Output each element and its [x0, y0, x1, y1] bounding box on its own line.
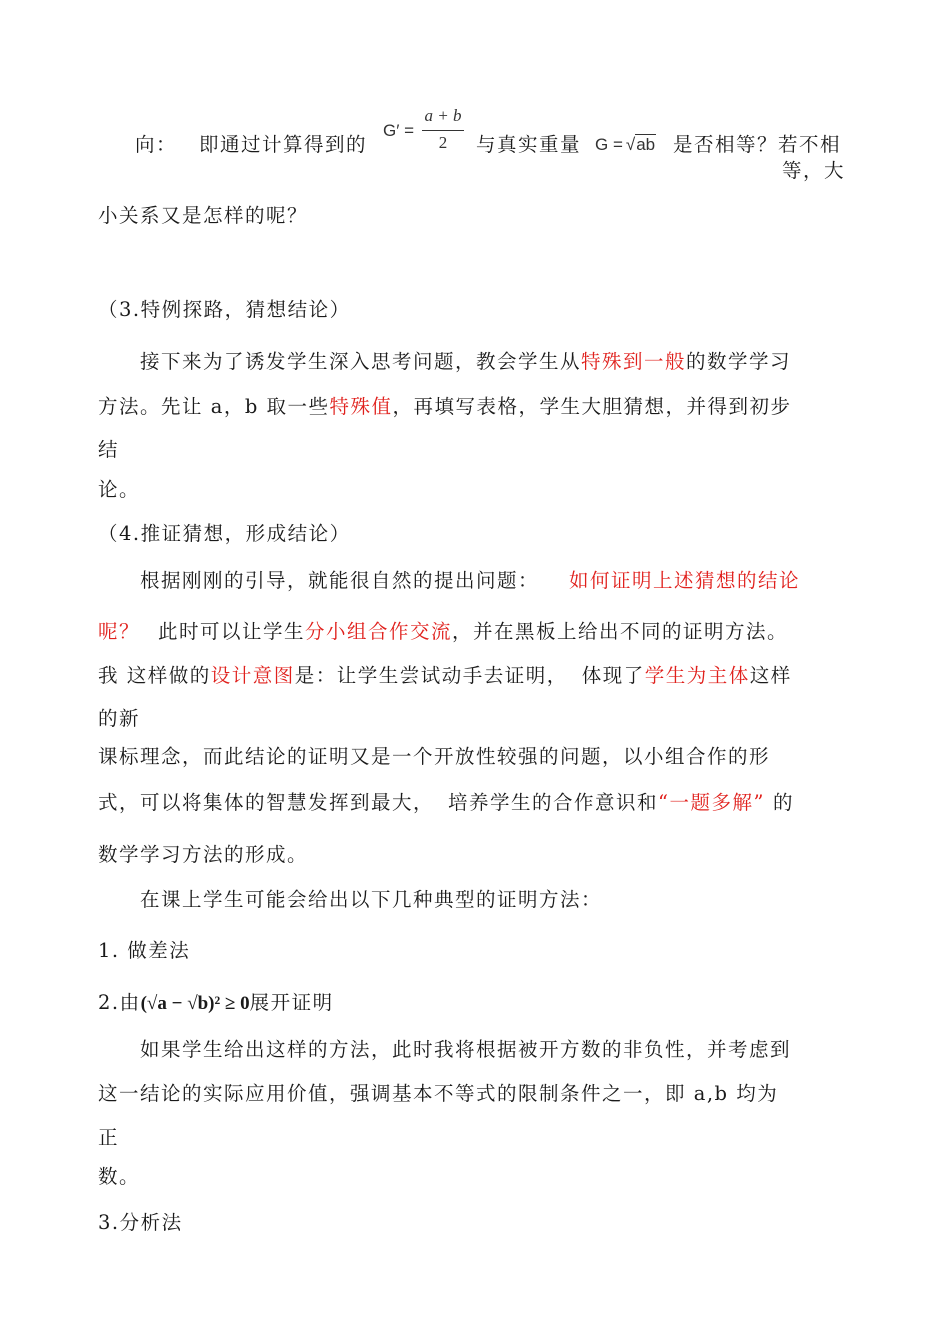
text-segment: 式，可以将集体的智慧发挥到最大，: [98, 791, 435, 814]
g-label: G =: [595, 135, 623, 154]
highlight-text: 分小组合作交流: [305, 620, 453, 643]
method-suffix: 展开证明: [249, 991, 334, 1014]
text-segment: 此时可以让学生: [158, 620, 306, 643]
text-segment: 我 这样做的: [98, 664, 211, 687]
highlight-text: 学生为主体: [644, 664, 750, 687]
text-line: 等，大: [782, 159, 846, 182]
formula-g-prime: G′ =: [383, 121, 415, 140]
highlight-text: “一题多解”: [658, 791, 765, 814]
fraction-bar: [422, 130, 464, 131]
text-line: 如果学生给出这样的方法，此时我将根据被开方数的非负性，并考虑到: [140, 1038, 792, 1061]
text-segment: 培养学生的合作意识和: [448, 791, 659, 814]
text-segment: 方法。先让 a，b 取一些: [98, 395, 330, 418]
text-line: 与真实重量: [476, 133, 582, 156]
text-line: 数。: [98, 1165, 141, 1188]
text-line: 即通过计算得到的: [199, 133, 368, 156]
section-heading: （3.特例探路，猜想结论）: [98, 298, 351, 321]
text-line: [98, 394, 792, 420]
text-line: 的新: [98, 707, 141, 730]
text-segment: 根据刚刚的引导，就能很自然的提出问题：: [140, 569, 540, 592]
text-line: 结: [98, 438, 120, 461]
highlight-text: 特殊值: [329, 395, 393, 418]
section-heading: （4.推证猜想，形成结论）: [98, 522, 351, 545]
method-item: 1. 做差法: [98, 939, 191, 962]
text-line: [140, 568, 800, 594]
text-line: 课标理念，而此结论的证明又是一个开放性较强的问题，以小组合作的形: [98, 745, 771, 768]
text-line: 论。: [98, 478, 141, 501]
highlight-text: 如何证明上述猜想的结论: [569, 569, 801, 592]
method-item: 3.分析法: [98, 1211, 183, 1234]
text-segment: 的: [772, 791, 794, 814]
text-line: 小关系又是怎样的呢？: [98, 204, 309, 227]
text-line: 是否相等？若不相: [673, 133, 842, 156]
fraction-numerator: a + b: [424, 106, 462, 125]
text-segment: 这样: [749, 664, 792, 687]
text-segment: 的数学学习: [686, 350, 792, 373]
formula-inequality: (√a − √b)² ≥ 0: [140, 993, 250, 1014]
text-segment: 是：让学生尝试动手去证明，: [294, 664, 568, 687]
text-line: [98, 790, 794, 816]
sqrt-body: ab: [636, 135, 656, 154]
text-prefix: 向：: [135, 133, 178, 156]
text-segment: 接下来为了诱发学生深入思考问题，教会学生从: [140, 350, 582, 373]
text-line: 数学学习方法的形成。: [98, 843, 309, 866]
text-line: 在课上学生可能会给出以下几种典型的证明方法：: [140, 888, 603, 911]
method-item: [98, 990, 334, 1017]
text-segment: ，并在黑板上给出不同的证明方法。: [452, 620, 789, 643]
text-line: [98, 619, 788, 645]
text-line: [140, 349, 791, 375]
method-prefix: 2.由: [98, 991, 141, 1014]
text-line: 正: [98, 1126, 120, 1149]
fraction-denominator: 2: [438, 133, 448, 152]
formula-g: [595, 132, 656, 158]
text-line: 这一结论的实际应用价值，强调基本不等式的限制条件之一，即 a,b 均为: [98, 1082, 779, 1105]
highlight-text: 特殊到一般: [581, 350, 687, 373]
sqrt-symbol: √: [625, 135, 636, 154]
text-line: [98, 663, 792, 689]
highlight-text: 呢？: [98, 620, 141, 643]
text-segment: ，再填写表格，学生大胆猜想，并得到初步: [392, 395, 792, 418]
text-segment: 体现了: [581, 664, 645, 687]
highlight-text: 设计意图: [210, 664, 295, 687]
